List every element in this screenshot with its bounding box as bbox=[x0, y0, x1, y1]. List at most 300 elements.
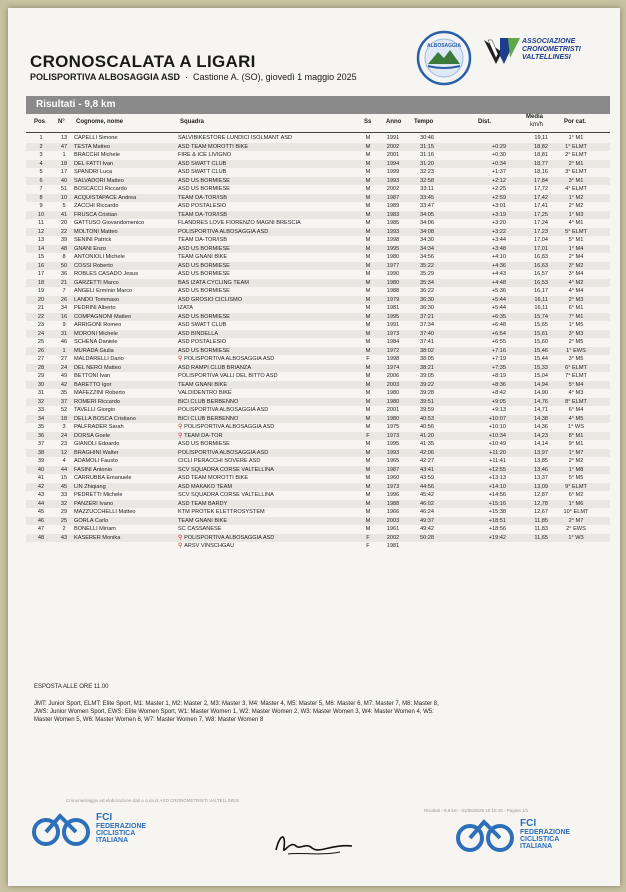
cell-team bbox=[178, 517, 227, 526]
cell-text: 49:37 bbox=[420, 517, 434, 524]
table-row bbox=[26, 262, 610, 271]
cell-num bbox=[52, 330, 76, 339]
cell-text: 1° EWS bbox=[566, 347, 586, 354]
cell-text: ASD MAKAKO TEAM bbox=[178, 483, 232, 490]
cell-sex bbox=[362, 474, 374, 483]
table-row bbox=[26, 151, 610, 160]
cell-cat bbox=[556, 279, 596, 288]
col-header-team: Squadra bbox=[180, 119, 205, 125]
cell-name bbox=[74, 432, 110, 441]
posted-time: ESPOSTA ALLE ORE 11.00 bbox=[34, 684, 109, 690]
cell-pos bbox=[32, 491, 50, 500]
cell-team bbox=[178, 372, 277, 381]
cell-name bbox=[74, 279, 119, 288]
cell-text: 38 bbox=[37, 449, 45, 456]
cell-text: +6:48 bbox=[491, 322, 506, 328]
cell-text: +2:25 bbox=[491, 186, 506, 192]
cell-text: FLANDRES LOVE FIORENZO MAGNI BRESCIA bbox=[178, 220, 301, 226]
cell-sex bbox=[362, 534, 374, 543]
cell-num bbox=[52, 432, 76, 441]
cell-gap bbox=[466, 211, 506, 220]
cell-text: ASD US BORMIESE bbox=[178, 177, 230, 184]
cell-text: 6° ELMT bbox=[565, 364, 587, 371]
cell-cat bbox=[556, 287, 596, 296]
cell-sex bbox=[362, 483, 374, 492]
cell-text: 16,17 bbox=[534, 288, 548, 294]
cell-cat bbox=[556, 415, 596, 424]
cell-sex bbox=[362, 194, 374, 203]
table-row bbox=[26, 406, 610, 415]
cell-text: M bbox=[365, 322, 371, 328]
cell-text: 1° M8 bbox=[568, 466, 584, 473]
cell-gap bbox=[466, 432, 506, 441]
cell-num bbox=[52, 253, 76, 262]
fci-line: ITALIANA bbox=[96, 837, 129, 844]
cell-time bbox=[412, 270, 442, 279]
cell-text: 35:22 bbox=[420, 262, 434, 269]
cell-pos bbox=[32, 168, 50, 177]
cell-cat bbox=[556, 134, 596, 143]
cell-speed bbox=[520, 525, 548, 534]
cell-name bbox=[74, 296, 119, 305]
cell-text: 41 bbox=[60, 211, 68, 218]
cell-text: 36:22 bbox=[420, 288, 434, 294]
cell-text: 14,71 bbox=[534, 407, 548, 413]
cell-pos bbox=[32, 432, 50, 441]
cell-gap bbox=[466, 279, 506, 288]
cell-team bbox=[178, 364, 251, 373]
cell-text: 33:47 bbox=[420, 203, 434, 209]
cell-team bbox=[178, 160, 226, 169]
cell-speed bbox=[520, 296, 548, 305]
table-row bbox=[26, 491, 610, 500]
cell-team bbox=[178, 423, 274, 432]
cell-num bbox=[52, 143, 76, 152]
fci-name: FCI bbox=[96, 812, 113, 823]
cell-text: 24 bbox=[37, 330, 45, 337]
cell-text: 3° M4 bbox=[568, 271, 584, 277]
cell-text: 1975 bbox=[386, 424, 400, 430]
cell-name bbox=[74, 525, 116, 534]
cell-team bbox=[178, 330, 218, 339]
table-row bbox=[26, 364, 610, 373]
fci-logo-left-text bbox=[96, 812, 146, 844]
cell-text: 43:59 bbox=[420, 475, 434, 481]
table-row bbox=[26, 134, 610, 143]
cell-text: 1973 bbox=[386, 432, 400, 439]
cell-text: FASINI Antonio bbox=[74, 466, 112, 473]
cell-text: M bbox=[365, 330, 371, 337]
cell-text: M bbox=[365, 186, 371, 192]
cell-time bbox=[412, 355, 442, 364]
cell-cat bbox=[556, 525, 596, 534]
cell-text: +3:44 bbox=[491, 237, 506, 243]
cell-sex bbox=[362, 168, 374, 177]
table-row bbox=[26, 279, 610, 288]
cell-time bbox=[412, 508, 442, 517]
cell-num bbox=[52, 508, 76, 517]
cell-text: COMPAGNONI Matteo bbox=[74, 313, 132, 320]
cell-name bbox=[74, 355, 124, 364]
cell-num bbox=[52, 296, 76, 305]
cell-pos bbox=[32, 313, 50, 322]
cell-cat bbox=[556, 245, 596, 254]
cell-pos bbox=[32, 202, 50, 211]
cell-text: 38:21 bbox=[420, 364, 434, 371]
cell-year bbox=[378, 457, 408, 466]
cell-text: 51 bbox=[60, 186, 68, 192]
cell-num bbox=[52, 483, 76, 492]
cell-pos bbox=[32, 270, 50, 279]
cell-text: 16,11 bbox=[534, 296, 548, 303]
cell-text: 1995 bbox=[386, 313, 400, 320]
cell-num bbox=[52, 287, 76, 296]
cell-time bbox=[412, 236, 442, 245]
cell-text: 18,81 bbox=[534, 152, 548, 158]
cell-text: M bbox=[365, 492, 371, 498]
cell-text: 16,63 bbox=[534, 262, 548, 269]
cell-text: 40:53 bbox=[420, 415, 434, 422]
legend-line: JWS: Junior Women Sport, EWS: Elite Women Sport, W1: Master Women 1, W2: Master Women 2, W3: Master Women 3, W4: Master Women 4, W5: bbox=[34, 709, 434, 715]
cell-text: 17,72 bbox=[534, 186, 548, 192]
table-row bbox=[26, 177, 610, 186]
cell-name bbox=[74, 262, 113, 271]
cell-team bbox=[178, 236, 227, 245]
cell-text: 14,36 bbox=[534, 424, 548, 430]
cell-team bbox=[178, 415, 238, 424]
cell-time bbox=[412, 228, 442, 237]
cell-text: COSSI Roberto bbox=[74, 262, 113, 269]
cell-year bbox=[378, 398, 408, 407]
cell-sex bbox=[362, 287, 374, 296]
cell-cat bbox=[556, 517, 596, 526]
albosaggia-logo-text: ALBOSAGGIA bbox=[427, 43, 461, 49]
cell-text: +3:22 bbox=[491, 228, 506, 235]
cell-cat bbox=[556, 185, 596, 194]
cell-text: GARZETTI Marco bbox=[74, 279, 119, 286]
cell-cat bbox=[556, 151, 596, 160]
location-pin-icon: ⚲ bbox=[178, 424, 185, 430]
cell-year bbox=[378, 500, 408, 509]
cell-text: 36:30 bbox=[420, 305, 434, 311]
table-row bbox=[26, 219, 610, 228]
cell-speed bbox=[520, 389, 548, 398]
cell-text: 37:21 bbox=[420, 313, 434, 320]
cell-team bbox=[178, 491, 274, 500]
cell-cat bbox=[556, 474, 596, 483]
cell-text: M bbox=[365, 398, 371, 405]
cell-text: 15,74 bbox=[534, 313, 548, 320]
cell-text: 33 bbox=[60, 492, 68, 498]
fci-line: CICLISTICA bbox=[96, 830, 136, 837]
cell-gap bbox=[466, 517, 506, 526]
organizer-name: POLISPORTIVA ALBOSAGGIA ASD bbox=[30, 72, 181, 82]
cell-pos bbox=[32, 304, 50, 313]
cell-text: 32 bbox=[60, 500, 68, 507]
table-row bbox=[26, 474, 610, 483]
cell-text: ASD TEAM BARDY bbox=[178, 500, 228, 507]
table-row bbox=[26, 245, 610, 254]
cell-text: 52 bbox=[60, 407, 68, 413]
cell-text: 37 bbox=[60, 398, 68, 405]
table-row bbox=[26, 228, 610, 237]
cell-text: ASD US BORMIESE bbox=[178, 245, 230, 252]
cell-text: +4:36 bbox=[491, 262, 506, 269]
cell-text: 34:06 bbox=[420, 220, 434, 226]
cell-speed bbox=[520, 304, 548, 313]
cell-text: GORLA Carlo bbox=[74, 517, 109, 524]
cell-text: BAS IZATA CYCLING TEAM bbox=[178, 279, 249, 286]
cell-text: 2003 bbox=[386, 381, 400, 388]
cell-text: 14,90 bbox=[534, 390, 548, 396]
cell-text: 1985 bbox=[386, 220, 400, 226]
cell-gap bbox=[466, 262, 506, 271]
cell-num bbox=[52, 185, 76, 194]
cell-text: ARRIGONI Romeo bbox=[74, 322, 122, 328]
cell-text: 33:11 bbox=[420, 186, 434, 192]
cell-time bbox=[412, 449, 442, 458]
cell-text: PANZERI Ivano bbox=[74, 500, 114, 507]
cell-time bbox=[412, 347, 442, 356]
cell-time bbox=[412, 534, 442, 543]
cell-text: 1996 bbox=[386, 492, 400, 498]
cell-num bbox=[52, 466, 76, 475]
cell-num bbox=[52, 423, 76, 432]
cell-pos bbox=[32, 228, 50, 237]
cell-text: +10:07 bbox=[488, 415, 506, 422]
cell-text: PALFRADER Sarah bbox=[74, 424, 124, 430]
cell-text: 43:41 bbox=[420, 466, 434, 473]
fci-line: CICLISTICA bbox=[520, 836, 560, 843]
cell-text: TEAM GNANI BIKE bbox=[178, 517, 228, 524]
cell-sex bbox=[362, 491, 374, 500]
results-sheet bbox=[8, 8, 620, 886]
cell-name bbox=[74, 466, 112, 475]
cell-name bbox=[74, 415, 136, 424]
cell-sex bbox=[362, 466, 374, 475]
cell-text: 9° ELMT bbox=[565, 483, 587, 490]
cell-text: 9 bbox=[39, 203, 43, 209]
fci-logo-right bbox=[454, 814, 604, 864]
cell-name bbox=[74, 304, 116, 313]
cell-text: 33:45 bbox=[420, 194, 434, 201]
cell-pos bbox=[32, 508, 50, 517]
cell-cat bbox=[556, 389, 596, 398]
cell-text: +14:10 bbox=[488, 483, 506, 490]
cell-sex bbox=[362, 270, 374, 279]
cell-pos bbox=[32, 338, 50, 347]
cell-text: M bbox=[365, 347, 371, 354]
cell-gap bbox=[466, 355, 506, 364]
table-row bbox=[26, 287, 610, 296]
cell-text: ASD TEAM MOROTTI BIKE bbox=[178, 143, 249, 150]
cell-team bbox=[178, 287, 230, 296]
cell-text: BETTONI Ivan bbox=[74, 373, 111, 379]
cell-pos bbox=[32, 321, 50, 330]
cell-num bbox=[52, 364, 76, 373]
event-title: CRONOSCALATA A LIGARI bbox=[30, 52, 256, 71]
cell-speed bbox=[520, 313, 548, 322]
cell-text: 17,24 bbox=[534, 220, 548, 226]
cell-name bbox=[74, 134, 118, 143]
cell-text: BARETTO Igor bbox=[74, 381, 112, 388]
cell-text: ACQUISTAPACE Andrea bbox=[74, 194, 137, 201]
cell-text: 2° M2 bbox=[568, 458, 584, 464]
cell-time bbox=[412, 389, 442, 398]
cell-year bbox=[378, 270, 408, 279]
cell-text: M bbox=[365, 509, 371, 515]
cell-pos bbox=[32, 525, 50, 534]
cell-time bbox=[412, 466, 442, 475]
cell-text: 2 bbox=[39, 143, 43, 150]
cell-text: 34:56 bbox=[420, 254, 434, 260]
cell-sex bbox=[362, 355, 374, 364]
cell-pos bbox=[32, 364, 50, 373]
cell-pos bbox=[32, 253, 50, 262]
cell-time bbox=[412, 423, 442, 432]
cell-gap bbox=[466, 415, 506, 424]
cell-speed bbox=[520, 364, 548, 373]
cell-text: ADAMOLI Fausto bbox=[74, 458, 118, 464]
cell-sex bbox=[362, 500, 374, 509]
cell-text: 35:29 bbox=[420, 271, 434, 277]
cell-sex bbox=[362, 236, 374, 245]
cell-text: 1979 bbox=[386, 296, 400, 303]
cell-text: 15,60 bbox=[534, 339, 548, 345]
cell-text: 4° M3 bbox=[568, 390, 584, 396]
cell-team bbox=[178, 389, 232, 398]
cell-cat bbox=[556, 270, 596, 279]
cell-cat bbox=[556, 449, 596, 458]
cell-text: 14,94 bbox=[534, 381, 548, 388]
cell-name bbox=[74, 177, 124, 186]
cell-speed bbox=[520, 134, 548, 143]
cell-text: 1° M4 bbox=[568, 245, 584, 252]
cell-team bbox=[178, 457, 260, 466]
cell-text: 1 bbox=[39, 135, 43, 141]
cell-text: ZACCHI Riccardo bbox=[74, 203, 119, 209]
cell-text: DEL FATTI Ivan bbox=[74, 160, 114, 167]
cell-text: 43 bbox=[60, 534, 68, 541]
cell-text: 1° ELMT bbox=[565, 143, 587, 150]
cell-time bbox=[412, 262, 442, 271]
cell-num bbox=[52, 194, 76, 203]
cell-text: TESTA Matteo bbox=[74, 143, 110, 150]
cell-name bbox=[74, 202, 118, 211]
cell-text: M bbox=[365, 364, 371, 371]
cell-name bbox=[74, 228, 118, 237]
cell-text: MURADA Giulia bbox=[74, 347, 114, 354]
cell-team bbox=[178, 355, 274, 364]
legend-line: JMT: Junior Sport, ELMT: Elite Sport, M1: Master 1, M2: Master 2, M3: Master 3, M4: Master 4, M5: Master 5, M6: Master 6, M7: Master 7, M8: Master 8, bbox=[34, 701, 439, 707]
cell-text: +15:38 bbox=[488, 509, 506, 515]
cell-cat bbox=[556, 228, 596, 237]
cell-sex bbox=[362, 457, 374, 466]
cell-text: DORSA Goele bbox=[74, 432, 111, 439]
cell-text: +19:42 bbox=[488, 534, 506, 541]
cell-sex bbox=[362, 202, 374, 211]
table-row bbox=[26, 143, 610, 152]
cell-text: 15,04 bbox=[534, 373, 548, 379]
cell-year bbox=[378, 432, 408, 441]
cell-time bbox=[412, 245, 442, 254]
logo-text-line-2: CRONOMETRISTI bbox=[522, 46, 581, 53]
cell-team bbox=[178, 194, 227, 203]
cell-text: 42 bbox=[37, 483, 45, 490]
subtitle-separator: · bbox=[185, 72, 189, 82]
cell-sex bbox=[362, 245, 374, 254]
cell-text: M bbox=[365, 458, 371, 464]
location-pin-icon: ⚲ bbox=[178, 543, 185, 549]
cell-cat bbox=[556, 372, 596, 381]
cell-text: 17,01 bbox=[534, 245, 548, 252]
cell-text: 8° M1 bbox=[568, 432, 584, 439]
cell-speed bbox=[520, 228, 548, 237]
cell-year bbox=[378, 219, 408, 228]
cell-text: 46 bbox=[37, 517, 45, 524]
cell-text: 1° WS bbox=[568, 424, 584, 430]
timing-footnote: Cronometraggio ed elaborazione dati a cura di ASD CRONOMETRISTI VALTELLINESI bbox=[66, 798, 240, 803]
col-header-sex: Ss bbox=[364, 119, 372, 125]
cell-text: M bbox=[365, 143, 371, 150]
cell-text: +9:05 bbox=[491, 398, 506, 405]
cell-text: 1 bbox=[62, 152, 66, 158]
cell-text: +11:41 bbox=[489, 458, 506, 464]
checkered-flag-icon bbox=[482, 34, 522, 68]
cell-text: 13,46 bbox=[534, 466, 548, 473]
cell-pos bbox=[32, 262, 50, 271]
cell-pos bbox=[32, 398, 50, 407]
col-header-name: Cognome, nome bbox=[76, 119, 124, 125]
cell-text: M bbox=[365, 237, 371, 243]
cell-time bbox=[412, 313, 442, 322]
cell-text: GATTUSO Giovandomenico bbox=[74, 220, 145, 226]
cell-text: 1994 bbox=[386, 160, 400, 167]
cell-text: 1981 bbox=[386, 305, 400, 311]
cell-time bbox=[412, 211, 442, 220]
cell-text: FRUSCA Cristian bbox=[74, 211, 118, 218]
cell-time bbox=[412, 517, 442, 526]
cell-num bbox=[52, 534, 76, 543]
cell-speed bbox=[520, 262, 548, 271]
cell-text: 1999 bbox=[386, 169, 400, 175]
cell-text: 25 bbox=[60, 517, 68, 524]
cell-num bbox=[52, 270, 76, 279]
location-pin-icon: ⚲ bbox=[178, 356, 185, 362]
cell-name bbox=[74, 151, 120, 160]
cell-gap bbox=[466, 330, 506, 339]
cell-text: M bbox=[365, 475, 371, 481]
cell-text: ASD POSTALESIO bbox=[178, 203, 227, 209]
cell-name bbox=[74, 160, 113, 169]
cell-text: 15,33 bbox=[534, 364, 548, 371]
cell-num bbox=[52, 372, 76, 381]
cell-num bbox=[52, 151, 76, 160]
cell-text: 14 bbox=[37, 245, 45, 252]
cell-text: ASD RAMPI CLUB BRIANZA bbox=[178, 364, 252, 371]
cell-text: 15,46 bbox=[534, 347, 548, 354]
cell-year bbox=[378, 338, 408, 347]
cell-name bbox=[74, 236, 111, 245]
cell-sex bbox=[362, 338, 374, 347]
cell-text: SPANDRI Luca bbox=[74, 169, 113, 175]
cell-num bbox=[52, 338, 76, 347]
cell-text: 44:56 bbox=[420, 483, 434, 490]
table-row bbox=[26, 500, 610, 509]
cell-text: M bbox=[365, 390, 371, 396]
cell-name bbox=[74, 219, 144, 228]
cell-text: +10:10 bbox=[488, 424, 506, 430]
